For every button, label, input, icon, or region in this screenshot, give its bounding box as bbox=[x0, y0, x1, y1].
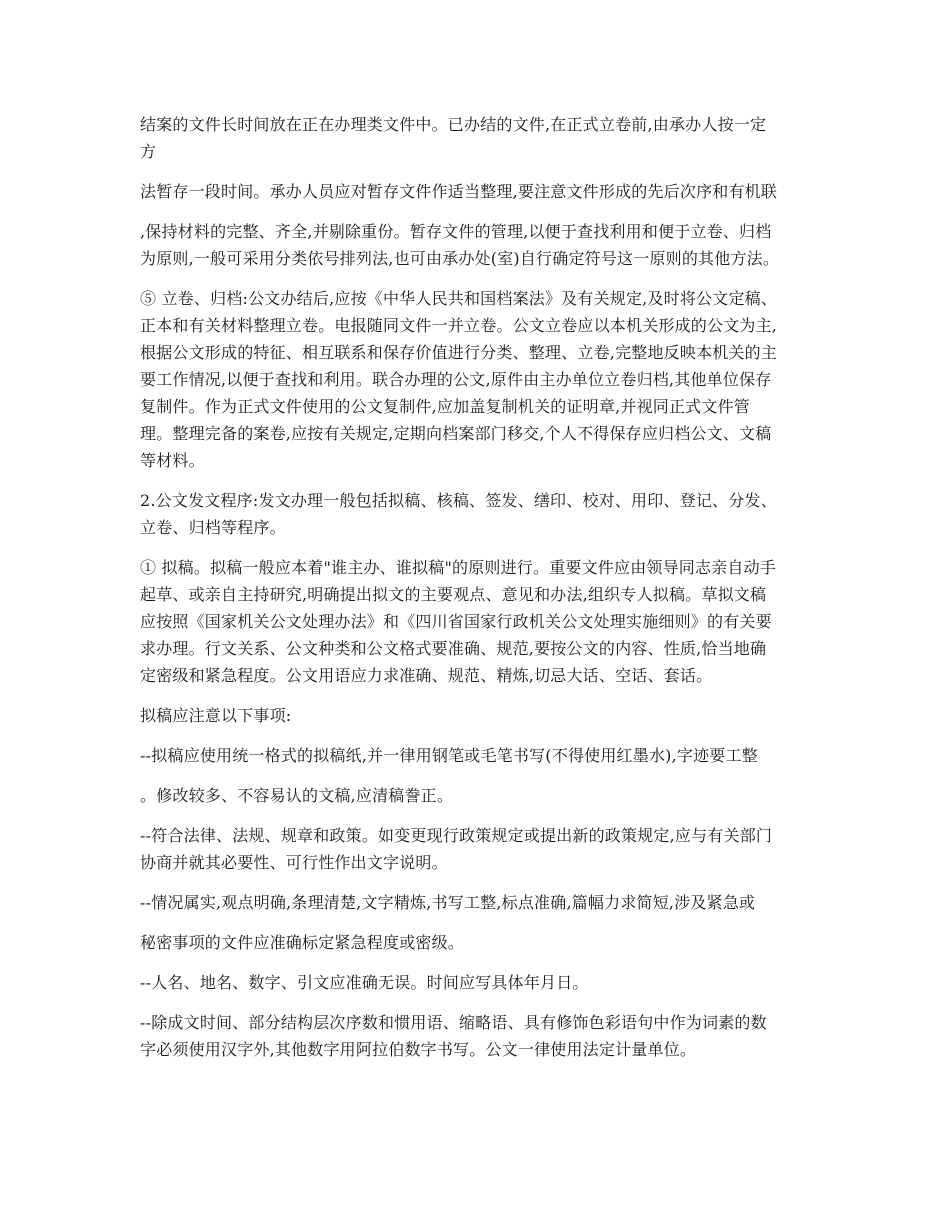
paragraph-2: 法暂存一段时间。承办人员应对暂存文件作适当整理,要注意文件形成的先后次序和有机联 bbox=[140, 182, 778, 201]
paragraph-8: --拟稿应使用统一格式的拟稿纸,并一律用钢笔或毛笔书写(不得使用红墨水),字迹要工整 bbox=[140, 746, 758, 765]
paragraph-10: --符合法律、法规、规章和政策。如变更现行政策规定或提出新的政策规定,应与有关部门 协商并就其必要性、可行性作出文字说明。 bbox=[140, 826, 773, 872]
paragraph-13: --人名、地名、数字、引文应准确无误。时间应写具体年月日。 bbox=[140, 973, 589, 992]
paragraph-14: --除成文时间、部分结构层次序数和惯用语、缩略语、具有修饰色彩语句中作为词素的数 字必须使用汉字外,其他数字用阿拉伯数字书写。公文一律使用法定计量单位。 bbox=[140, 1013, 767, 1059]
paragraph-5: 2.公文发文程序:发文办理一般包括拟稿、核稿、签发、缮印、校对、用印、登记、分发、 立卷、归档等程序。 bbox=[140, 491, 777, 537]
paragraph-12: 秘密事项的文件应准确标定紧急程度或密级。 bbox=[140, 933, 465, 952]
paragraph-3: ,保持材料的完整、齐全,并剔除重份。暂存文件的管理,以便于查找利用和便于立卷、归档 为原则,一般可采用分类依号排列法,也可由承办处(室)自行确定符号这一原则的其他方法。 bbox=[140, 222, 780, 268]
paragraph-9: 。修改较多、不容易认的文稿,应清稿誊正。 bbox=[140, 786, 454, 805]
document-body bbox=[140, 111, 815, 1076]
paragraph-1: 结案的文件长时间放在正在办理类文件中。已办结的文件,在正式立卷前,由承办人按一定 方 bbox=[140, 115, 767, 161]
paragraph-6: ① 拟稿。拟稿一般应本着"谁主办、谁拟稿"的原则进行。重要文件应由领导同志亲自动手 起草、或亲自主持研究,明确提出拟文的主要观点、意见和办法,组织专人拟稿。草拟文稿 应按照《国家机关公文处理办法》和《四川省国家行政机关公文处理实施细则》的有关要 求办理。行文关系、公文种类和公文格式要准确、规范,要按公文的内容、性质,恰当地确 定密级和紧急程度。公文用语应力求准确、规范、精炼,切忌大话、空话、套话。 bbox=[140, 558, 777, 685]
paragraph-7: 拟稿应注意以下事项: bbox=[140, 706, 292, 725]
paragraph-11: --情况属实,观点明确,条理清楚,文字精炼,书写工整,标点准确,篇幅力求简短,涉及紧急或 bbox=[140, 893, 756, 912]
paragraph-4: ⑤ 立卷、归档:公文办结后,应按《中华人民共和国档案法》及有关规定,及时将公文定稿、 正本和有关材料整理立卷。电报随同文件一并立卷。公文立卷应以本机关形成的公文为主, 根据公文形成的特征、相互联系和保存价值进行分类、整理、立卷,完整地反映本机关的主 要工作情况,以便于查找和利用。联合办理的公文,原件由主办单位立卷归档,其他单位保存 复制件。作为正式文件使用的公文复制件,应加盖复制机关的证明章,并视同正式文件管 理。整理完备的案卷,应按有关规定,定期向档案部门移交,个人不得保存应归档公文、文稿 等材料。 bbox=[140, 289, 778, 470]
